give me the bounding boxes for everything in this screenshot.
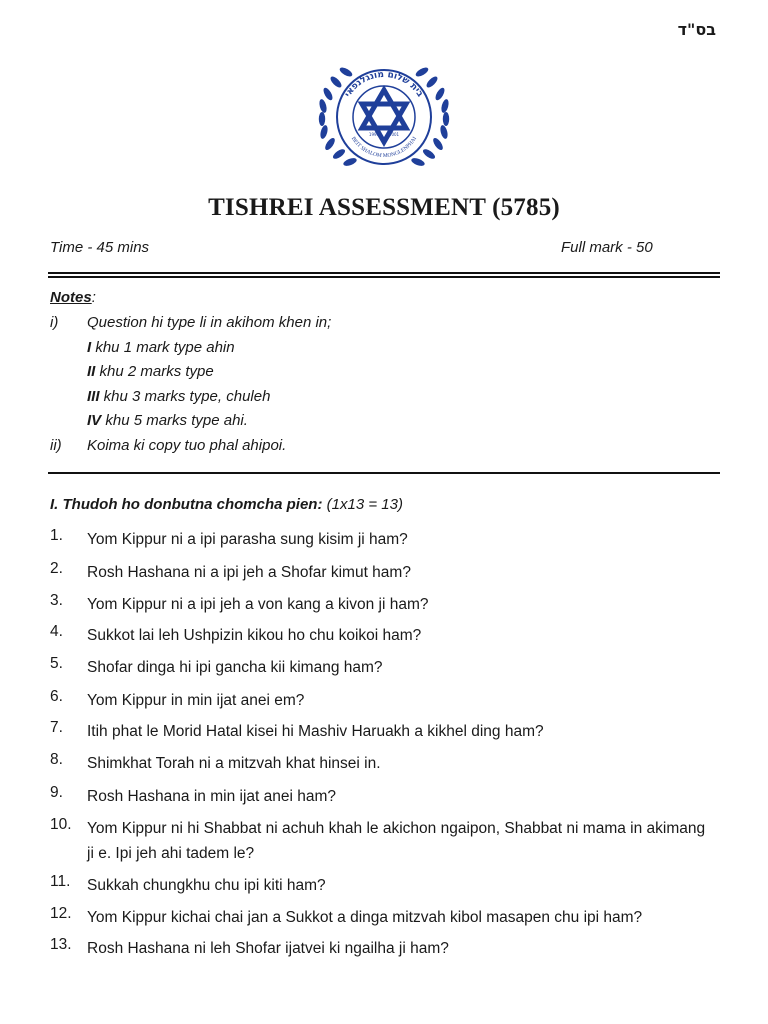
question-number: 5. [50, 655, 63, 672]
question-text: Sukkot lai leh Ushpizin kikou ho chu koikoi ham? [87, 627, 422, 644]
question-number: 8. [50, 751, 63, 768]
svg-text:2001: 2001 [388, 132, 400, 137]
question-text: Shofar dinga hi ipi gancha kii kimang ham? [87, 659, 383, 676]
question-text: Yom Kippur ni hi Shabbat ni achuh khah le akichon ngaipon, Shabbat ni mama in akimang ji e. Ipi jeh ahi tadem le? [87, 820, 706, 862]
svg-text:BEIT SHALOM MONGLENPHAI: BEIT SHALOM MONGLENPHAI [349, 135, 419, 160]
question-text: Rosh Hashana in min ijat anei ham? [87, 788, 336, 805]
note-text: II khu 2 marks type [87, 363, 214, 380]
question-number: 11. [50, 873, 71, 890]
question-number: 2. [50, 560, 63, 577]
note-number: ii) [50, 437, 62, 454]
note-text: I khu 1 mark type ahin [87, 339, 235, 356]
question-text: Yom Kippur ni a ipi parasha sung kisim ji ham? [87, 531, 408, 548]
question-text: Rosh Hashana ni leh Shofar ijatvei ki ngailha ji ham? [87, 940, 449, 957]
question-text: Itih phat le Morid Hatal kisei hi Mashiv Haruakh a kikhel ding ham? [87, 723, 544, 740]
question-number: 3. [50, 592, 63, 609]
bsd-header: בס"ד [677, 20, 716, 39]
page-title: TISHREI ASSESSMENT (5785) [208, 194, 560, 221]
question-text: Sukkah chungkhu chu ipi kiti ham? [87, 877, 326, 894]
note-text: Koima ki copy tuo phal ahipoi. [87, 437, 287, 454]
question-number: 7. [50, 719, 63, 736]
question-text: Yom Kippur in min ijat anei em? [87, 692, 305, 709]
note-text: III khu 3 marks type, chuleh [87, 388, 271, 405]
question-number: 6. [50, 688, 63, 705]
question-number: 10. [50, 816, 72, 833]
question-text: Yom Kippur kichai chai jan a Sukkot a dinga mitzvah kibol masapen chu ipi ham? [87, 909, 643, 926]
question-number: 12. [50, 905, 72, 922]
question-number: 9. [50, 784, 63, 801]
svg-text:בית שלום מונגלנפאי: בית שלום מונגלנפאי [343, 69, 425, 100]
header-divider [48, 272, 720, 278]
question-text: Yom Kippur ni a ipi jeh a von kang a kivon ji ham? [87, 596, 429, 613]
svg-text:1999: 1999 [368, 132, 380, 137]
question-text: Rosh Hashana ni a ipi jeh a Shofar kimut ham? [87, 564, 411, 581]
school-logo [314, 54, 454, 179]
notes-heading: Notes: [50, 289, 96, 306]
question-number: 1. [50, 527, 63, 544]
time-label: Time - 45 mins [50, 239, 150, 256]
section-divider [48, 472, 720, 474]
question-text: Shimkhat Torah ni a mitzvah khat hinsei in. [87, 755, 381, 772]
note-number: i) [50, 314, 59, 331]
note-text: IV khu 5 marks type ahi. [87, 412, 248, 429]
question-number: 13. [50, 936, 72, 953]
question-number: 4. [50, 623, 63, 640]
section-heading: I. Thudoh ho donbutna chomcha pien: (1x13 = 13) [50, 496, 403, 513]
full-mark-label: Full mark - 50 [561, 239, 653, 256]
note-text: Question hi type li in akihom khen in; [87, 314, 332, 331]
